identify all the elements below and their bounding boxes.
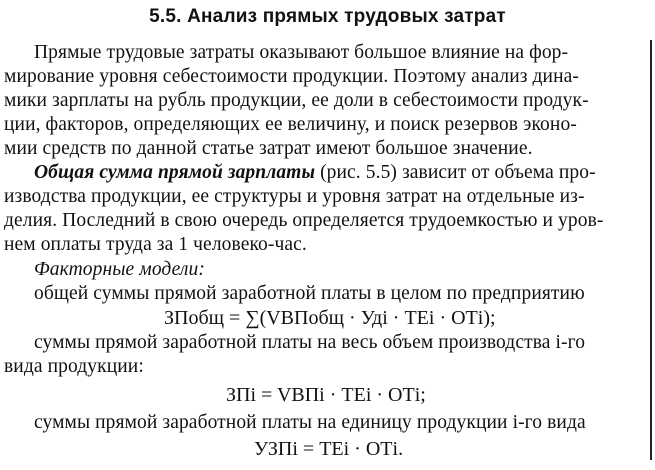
- paragraph-text: (рис. 5.5) зависит от объема про-: [315, 162, 596, 183]
- paragraph-line: мики зарплаты на рубль продукции, ее доли в себестоимости продук-: [4, 90, 589, 111]
- formula-text: УЗПi = ТЕi · ОТi.: [254, 438, 404, 460]
- term-direct-wages: Общая сумма прямой зарплаты: [34, 162, 316, 183]
- paragraph-line: суммы прямой заработной платы на весь объем производства i-го: [34, 332, 586, 353]
- paragraph-line: мирование уровня себестоимости продукции. Поэтому анализ дина-: [4, 66, 579, 87]
- scan-edge-mark: [650, 40, 652, 460]
- paragraph-line: мии средств по данной статье затрат имеют большое значение.: [4, 138, 533, 159]
- paragraph-line: [34, 162, 596, 184]
- section-title: 5.5. Анализ прямых трудовых затрат: [149, 6, 506, 27]
- formula-product-wages: [226, 384, 426, 406]
- paragraph-line: Прямые трудовые затраты оказывают большое влияние на фор-: [34, 42, 569, 63]
- formula-total-wages: [164, 307, 496, 329]
- paragraph-line: общей суммы прямой заработной платы в целом по предприятию: [34, 283, 585, 304]
- formula-text: ЗПобщ = ∑(VВПобщ · Удi · ТЕi · ОТi);: [164, 307, 496, 329]
- paragraph-line: суммы прямой заработной платы на единицу продукции i-го вида: [34, 412, 586, 433]
- paragraph-line: изводства продукции, ее структуры и уровня затрат на отдельные из-: [4, 186, 585, 207]
- formula-unit-wages: [254, 438, 403, 460]
- paragraph-line: делия. Последний в свою очередь определяется трудоемкостью и уров-: [4, 210, 604, 231]
- paragraph-line: вида продукции:: [4, 356, 144, 377]
- factor-models-heading: Факторные модели:: [34, 259, 205, 280]
- paragraph-line: ции, факторов, определяющих ее величину, и поиск резервов эконо-: [4, 114, 577, 135]
- paragraph-line: нем оплаты труда за 1 человеко-час.: [4, 234, 307, 255]
- formula-text: ЗПi = VВПi · ТЕi · ОТi;: [226, 384, 426, 406]
